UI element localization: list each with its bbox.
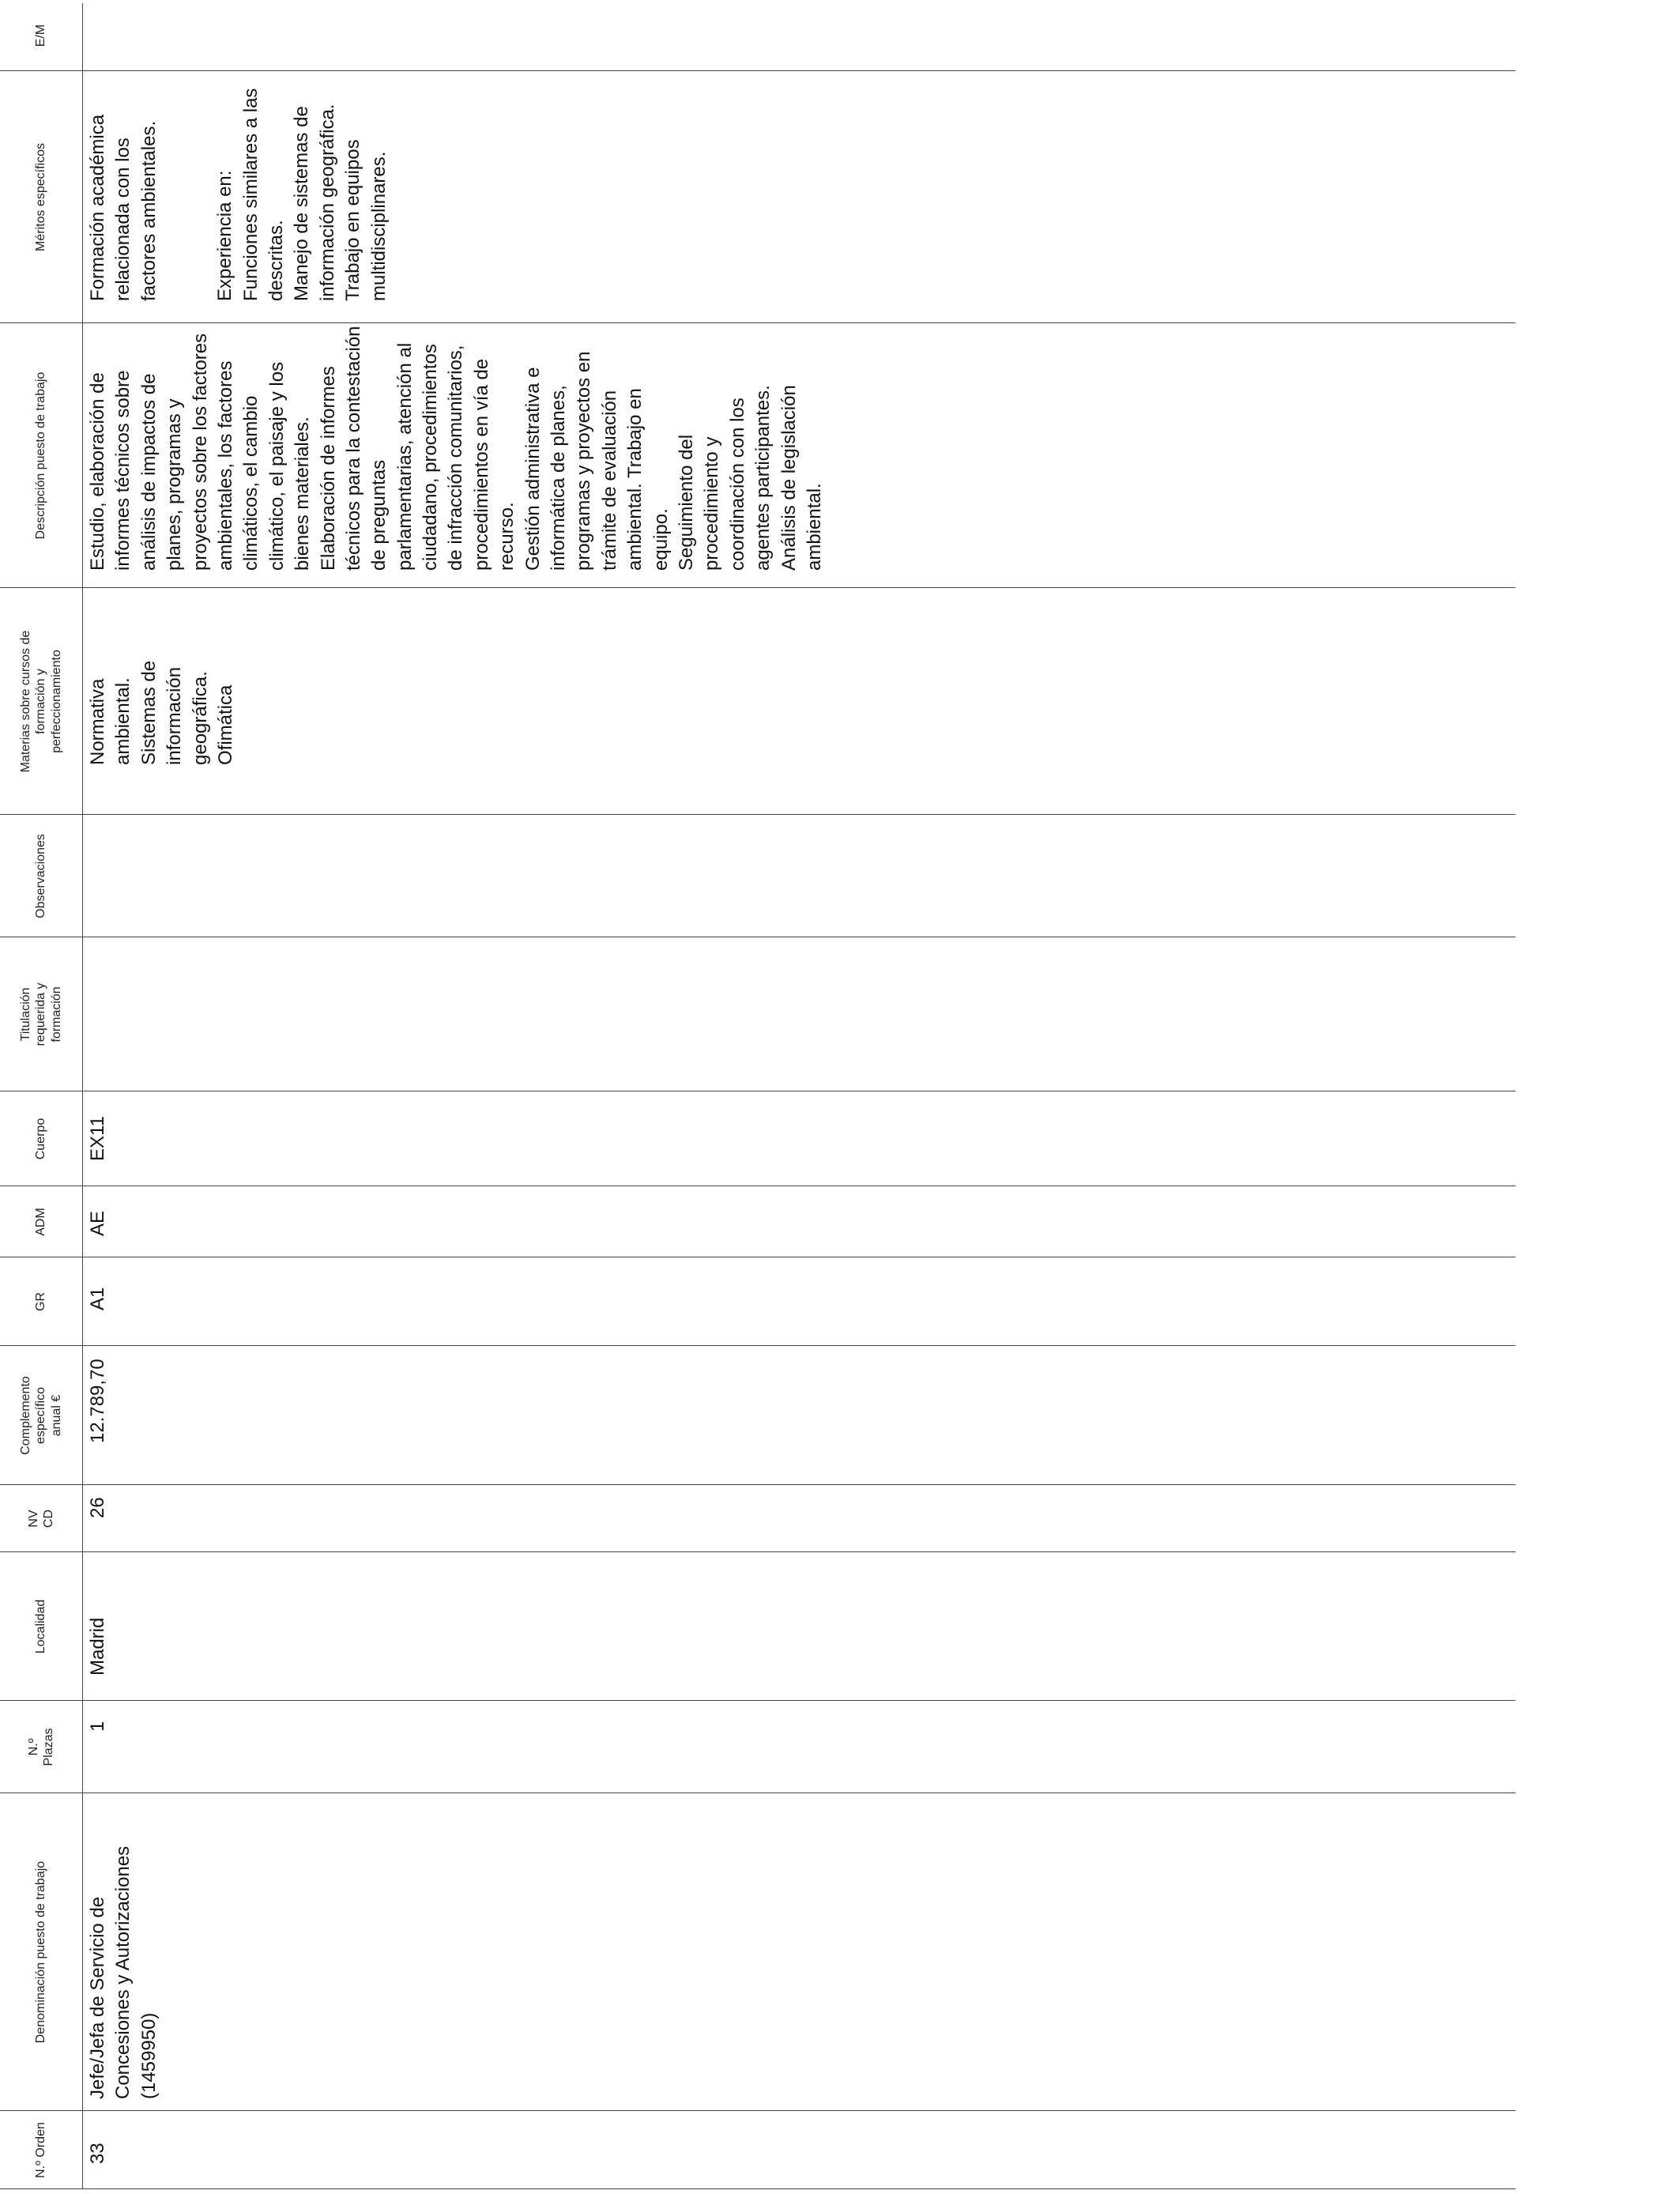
descripcion-item: Estudio, elaboración de informes técnicos sobre análisis de impactos de planes, programas y proyectos sobre los factores ambientales, los factores climáticos, el cambio climático, el paisaje y los bienes materiales. <box>87 333 314 571</box>
meritos-formacion: Formación académica relacionada con los factores ambientales. <box>87 114 160 301</box>
header-localidad: Localidad <box>34 1599 48 1654</box>
materia-item: Normativa ambiental. <box>87 677 134 765</box>
header-cuerpo: Cuerpo <box>34 1118 48 1160</box>
descripcion-item: Análisis de legislación ambiental. <box>778 385 825 571</box>
header-materias: Materias sobre cursos de formación y perfeccionamiento <box>19 630 63 773</box>
header-observaciones: Observaciones <box>34 834 48 918</box>
header-nivel: NV CD <box>26 1509 55 1529</box>
cell-plazas: 1 <box>87 1721 108 1732</box>
header-orden: N.º Orden <box>34 2122 48 2178</box>
cell-orden: 33 <box>87 2143 108 2164</box>
descripcion-item: Elaboración de informes técnicos para la contestación de preguntas parlamentarias, atención al ciudadano, procedimientos de infracción comunitarios, procedimientos en vía de recurso. <box>317 326 518 571</box>
materia-item: Ofimática <box>214 684 236 765</box>
cell-cuerpo: EX11 <box>87 1116 108 1161</box>
column-border <box>0 2188 1516 2189</box>
meritos-experiencia-item: Funciones similares a las descritas. <box>239 88 287 301</box>
header-descripcion: Descripción puesto de trabajo <box>34 371 48 540</box>
header-grupo: GR <box>34 1292 48 1311</box>
header-divider <box>82 3 83 2189</box>
column-border <box>0 1345 1516 1346</box>
cell-nivel: 26 <box>87 1497 108 1518</box>
cell-meritos <box>85 72 392 301</box>
cell-grupo: A1 <box>87 1287 108 1310</box>
header-denominacion: Denominación puesto de trabajo <box>34 1860 48 2044</box>
column-border <box>0 2110 1516 2111</box>
descripcion-item: Seguimiento del procedimiento y coordinación con los agentes participantes. <box>675 385 774 571</box>
column-border <box>0 1484 1516 1485</box>
header-complemento: Complemento específico anual € <box>19 1376 63 1455</box>
header-adm: ADM <box>34 1208 48 1236</box>
header-em: E/M <box>34 24 48 47</box>
cell-complemento: 12.789,70 <box>87 1359 108 1443</box>
column-border <box>0 1700 1516 1701</box>
column-border <box>0 814 1516 815</box>
column-border <box>0 322 1516 323</box>
header-meritos: Méritos específicos <box>34 143 48 251</box>
cell-localidad: Madrid <box>87 1617 108 1676</box>
column-border <box>0 70 1516 71</box>
cell-denominacion: Jefe/Jefa de Servicio de Concesiones y Autorizaciones (1459950) <box>87 1845 160 2099</box>
cell-materias <box>85 627 239 765</box>
column-border <box>0 1551 1516 1552</box>
meritos-experiencia-title: Experiencia en: <box>214 170 236 301</box>
cell-adm: AE <box>87 1210 108 1236</box>
meritos-experiencia-item: Trabajo en equipos multidisciplinares. <box>342 139 390 301</box>
cell-descripcion <box>85 326 827 571</box>
column-border <box>0 587 1516 588</box>
meritos-experiencia-item: Manejo de sistemas de información geográfica. <box>291 104 338 301</box>
materia-item: Sistemas de información geográfica. <box>137 660 211 765</box>
header-plazas: N.º Plazas <box>26 1728 55 1766</box>
descripcion-item: Gestión administrativa e informática de planes, programas y proyectos en trámite de evaluación ambiental. Trabajo en equipo. <box>522 351 672 571</box>
header-titulacion: Titulación requerida y formación <box>19 982 63 1046</box>
